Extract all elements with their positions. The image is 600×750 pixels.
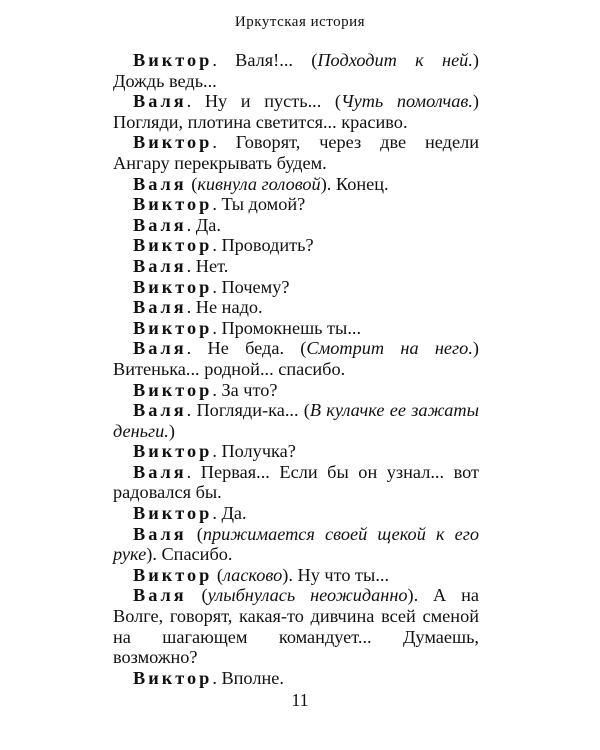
dialogue-line	[113, 215, 479, 236]
running-head: Иркутская история	[234, 14, 366, 30]
stage-direction: Смотрит на него.	[306, 338, 473, 359]
speaker-name: Виктор	[133, 276, 213, 297]
dialogue-text: . Говорят, через две недели Ангару перекрывать будем.	[113, 132, 479, 173]
stage-direction: В кулачке ее зажаты деньги.	[113, 400, 479, 441]
dialogue-line	[113, 318, 479, 339]
stage-direction: прижимается своей щекой к его руке	[113, 523, 479, 565]
dialogue-text: )	[168, 420, 175, 441]
dialogue-text: . Промокнешь ты...	[212, 317, 362, 338]
dialogue-line	[113, 338, 479, 379]
stage-direction: улыбнулась неожиданно	[207, 585, 408, 606]
dialogue-text: . Ну и пусть... (	[186, 91, 341, 112]
stage-direction: Чуть помолчав.	[341, 91, 473, 112]
dialogue-text: . Не надо.	[186, 297, 263, 318]
dialogue-line	[113, 503, 479, 524]
dialogue-line	[113, 585, 479, 667]
speaker-name: Виктор	[133, 132, 213, 153]
speaker-name: Виктор	[133, 564, 213, 585]
dialogue-line	[113, 565, 479, 586]
stage-direction: ласково	[222, 564, 283, 585]
speaker-name: Валя	[133, 173, 187, 194]
dialogue-line	[113, 235, 479, 256]
dialogue-text: (	[186, 523, 203, 544]
speaker-name: Виктор	[133, 317, 213, 338]
speaker-name: Виктор	[133, 503, 213, 524]
dialogue-text: . Нет.	[186, 255, 229, 276]
dialogue-line	[113, 256, 479, 277]
dialogue-text: . Не беда. (	[186, 338, 307, 359]
dialogue-text: . Валя!... (	[212, 50, 318, 70]
speaker-name: Валя	[133, 297, 187, 318]
speaker-name: Виктор	[133, 50, 213, 70]
dialogue-text: . Да.	[186, 214, 221, 235]
speaker-name: Валя	[133, 214, 187, 235]
speaker-name: Валя	[133, 523, 187, 544]
dialogue-text: . Первая... Если бы он узнал... вот радовался бы.	[113, 461, 479, 503]
speaker-name: Виктор	[133, 379, 213, 400]
dialogue-line	[113, 132, 479, 173]
speaker-name: Виктор	[133, 194, 213, 215]
dialogue-text: . Погляди-ка... (	[186, 400, 310, 421]
stage-direction: Подходит к ней.	[317, 50, 473, 70]
speaker-name: Виктор	[133, 667, 213, 688]
speaker-name: Валя	[133, 400, 187, 421]
dialogue-line	[113, 194, 479, 215]
stage-direction: кивнула головой	[197, 173, 321, 194]
dialogue-text: . Да.	[212, 503, 247, 524]
dialogue-line	[113, 174, 479, 195]
dialogue-text: . Ты домой?	[212, 194, 306, 215]
dialogue-line	[113, 441, 479, 462]
dialogue-text: . Вполне.	[212, 667, 284, 688]
dialogue-text: (	[186, 585, 208, 606]
dialogue-text: ). А на Волге, говорят, какая-то дивчина всей сменой на шагающем командует... Думаешь, возможно?	[113, 585, 479, 668]
dialogue-line	[113, 50, 479, 91]
dialogue-text: (	[212, 564, 223, 585]
dialogue-line	[113, 277, 479, 298]
dialogue-body	[113, 50, 479, 688]
dialogue-text: . Получка?	[212, 441, 296, 462]
dialogue-line	[113, 462, 479, 503]
dialogue-text: ) Погляди, плотина светится... красиво.	[113, 91, 479, 132]
dialogue-text: (	[186, 173, 198, 194]
dialogue-text: ). Спасибо.	[146, 544, 233, 565]
speaker-name: Валя	[133, 585, 187, 606]
dialogue-line	[113, 668, 479, 689]
speaker-name: Виктор	[133, 441, 213, 462]
dialogue-line	[113, 524, 479, 565]
dialogue-text: . Проводить?	[212, 235, 314, 256]
dialogue-text: ). Конец.	[320, 173, 389, 194]
dialogue-text: . Почему?	[212, 276, 290, 297]
dialogue-line	[113, 91, 479, 132]
speaker-name: Валя	[133, 91, 187, 112]
page-number: 11	[291, 690, 309, 710]
speaker-name: Валя	[133, 461, 187, 482]
dialogue-line	[113, 400, 479, 441]
speaker-name: Валя	[133, 255, 187, 276]
dialogue-text: ) Дождь ведь...	[113, 50, 479, 91]
dialogue-text: ). Ну что ты...	[282, 564, 390, 585]
speaker-name: Виктор	[133, 235, 213, 256]
dialogue-text: . За что?	[212, 379, 278, 400]
dialogue-line	[113, 380, 479, 401]
dialogue-line	[113, 297, 479, 318]
dialogue-text: ) Витенька... родной... спасибо.	[113, 338, 479, 379]
speaker-name: Валя	[133, 338, 187, 359]
